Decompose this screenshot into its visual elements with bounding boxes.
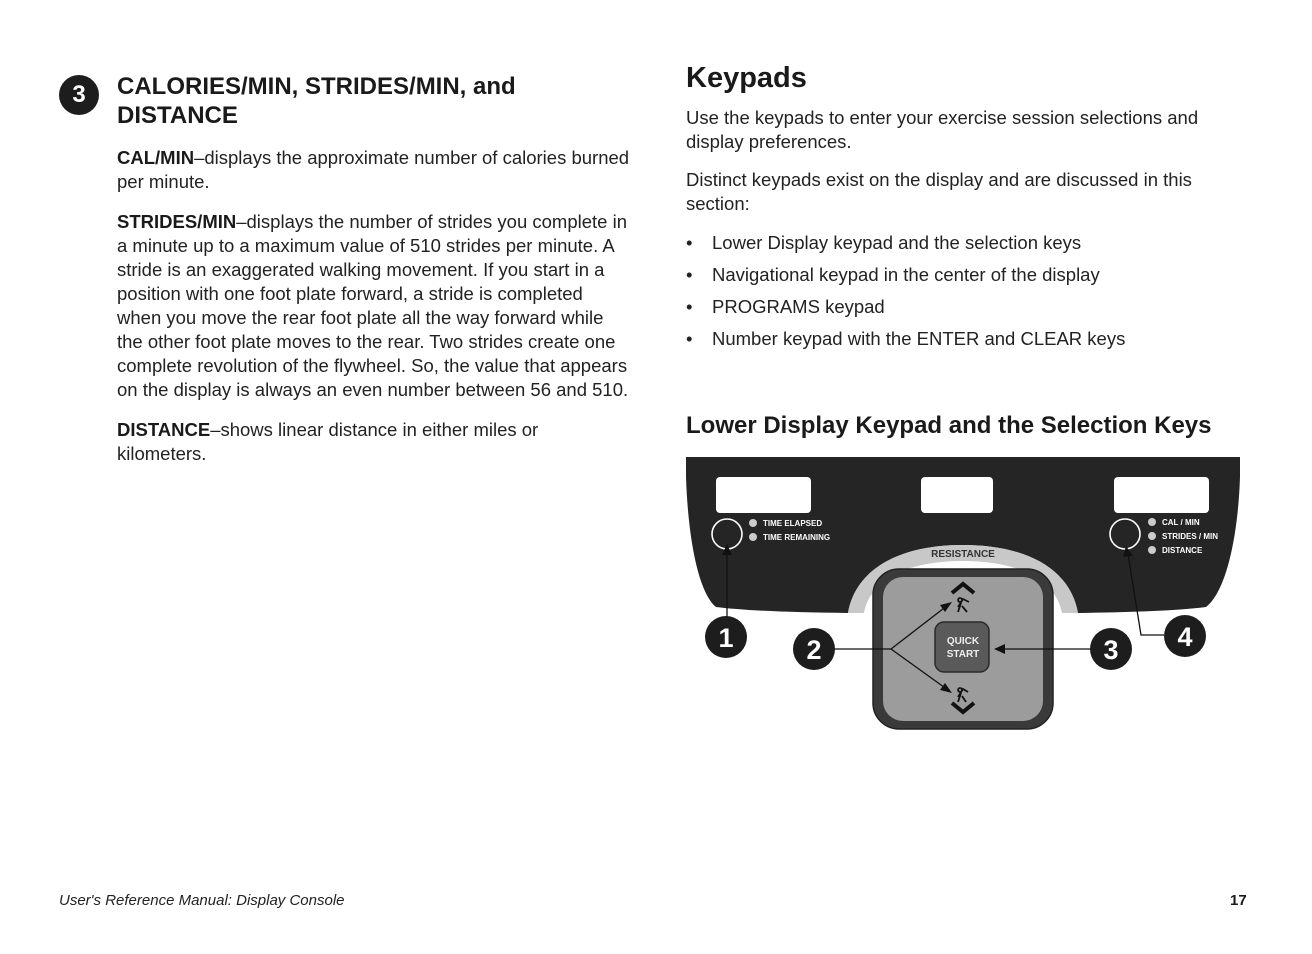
start-label: START bbox=[946, 649, 980, 660]
left-display-window bbox=[716, 477, 811, 513]
definitions-list bbox=[117, 146, 632, 482]
callout-3-label: 3 bbox=[1103, 635, 1119, 665]
time-remaining-label: TIME REMAINING bbox=[763, 533, 831, 542]
section-heading: CALORIES/MIN, STRIDES/MIN, and DISTANCE bbox=[117, 73, 516, 129]
quick-start-button bbox=[935, 622, 989, 672]
term-distance: DISTANCE bbox=[117, 419, 211, 440]
indicator-dot bbox=[749, 533, 757, 541]
center-display-window bbox=[921, 477, 993, 513]
page-number: 17 bbox=[1230, 892, 1247, 909]
time-elapsed-label: TIME ELAPSED bbox=[763, 519, 823, 528]
indicator-dot bbox=[1148, 546, 1156, 554]
intro-paragraph-2: Distinct keypads exist on the display and are discussed in this section: bbox=[686, 169, 1192, 214]
section-number-badge: 3 bbox=[59, 75, 99, 115]
definition-text: –shows linear distance in either miles or kilometers. bbox=[117, 419, 539, 464]
keypads-intro bbox=[686, 106, 1246, 230]
strides-min-label: STRIDES / MIN bbox=[1162, 532, 1219, 541]
subsection-heading: Lower Display Keypad and the Selection Keys bbox=[686, 412, 1212, 439]
list-item: • Lower Display keypad and the selection keys bbox=[686, 231, 1246, 263]
list-item: • PROGRAMS keypad bbox=[686, 295, 1246, 327]
callout-1-label: 1 bbox=[718, 623, 734, 653]
resistance-label: RESISTANCE bbox=[931, 549, 995, 560]
cal-min-label: CAL / MIN bbox=[1162, 518, 1200, 527]
definition-text: –displays the approximate number of calories burned per minute. bbox=[117, 147, 630, 192]
distance-label: DISTANCE bbox=[1162, 546, 1203, 555]
definition-distance bbox=[117, 418, 632, 466]
indicator-dot bbox=[749, 519, 757, 527]
definition-cal-min bbox=[117, 146, 632, 194]
keypad-bullet-list bbox=[686, 231, 1246, 359]
callout-4-label: 4 bbox=[1177, 622, 1193, 652]
footer-title: User's Reference Manual: Display Console bbox=[59, 892, 345, 909]
list-item: • Navigational keypad in the center of the display bbox=[686, 263, 1246, 295]
list-item: • Number keypad with the ENTER and CLEAR keys bbox=[686, 327, 1246, 359]
right-display-window bbox=[1114, 477, 1209, 513]
lower-display-diagram bbox=[686, 457, 1240, 737]
term-strides-min: STRIDES/MIN bbox=[117, 211, 237, 232]
indicator-dot bbox=[1148, 532, 1156, 540]
callout-2-label: 2 bbox=[806, 635, 822, 665]
term-cal-min: CAL/MIN bbox=[117, 147, 195, 168]
definition-strides-min bbox=[117, 210, 632, 402]
quick-label: QUICK bbox=[946, 636, 980, 647]
definition-text: –displays the number of strides you complete in a minute up to a maximum value of 510 strides per minute. A stride is an exaggerated walking movement. If you start in a position with one foot plate forward, a stride is completed when you move the rear foot plate all the way forward while the other foot plate moves to the rear. Two strides create one complete revolution of the flywheel. So, the value that appears on the display is always an even number between 56 and 510. bbox=[117, 211, 629, 400]
intro-paragraph-1: Use the keypads to enter your exercise session selections and display preferences. bbox=[686, 107, 1199, 152]
keypads-heading: Keypads bbox=[686, 62, 807, 94]
indicator-dot bbox=[1148, 518, 1156, 526]
